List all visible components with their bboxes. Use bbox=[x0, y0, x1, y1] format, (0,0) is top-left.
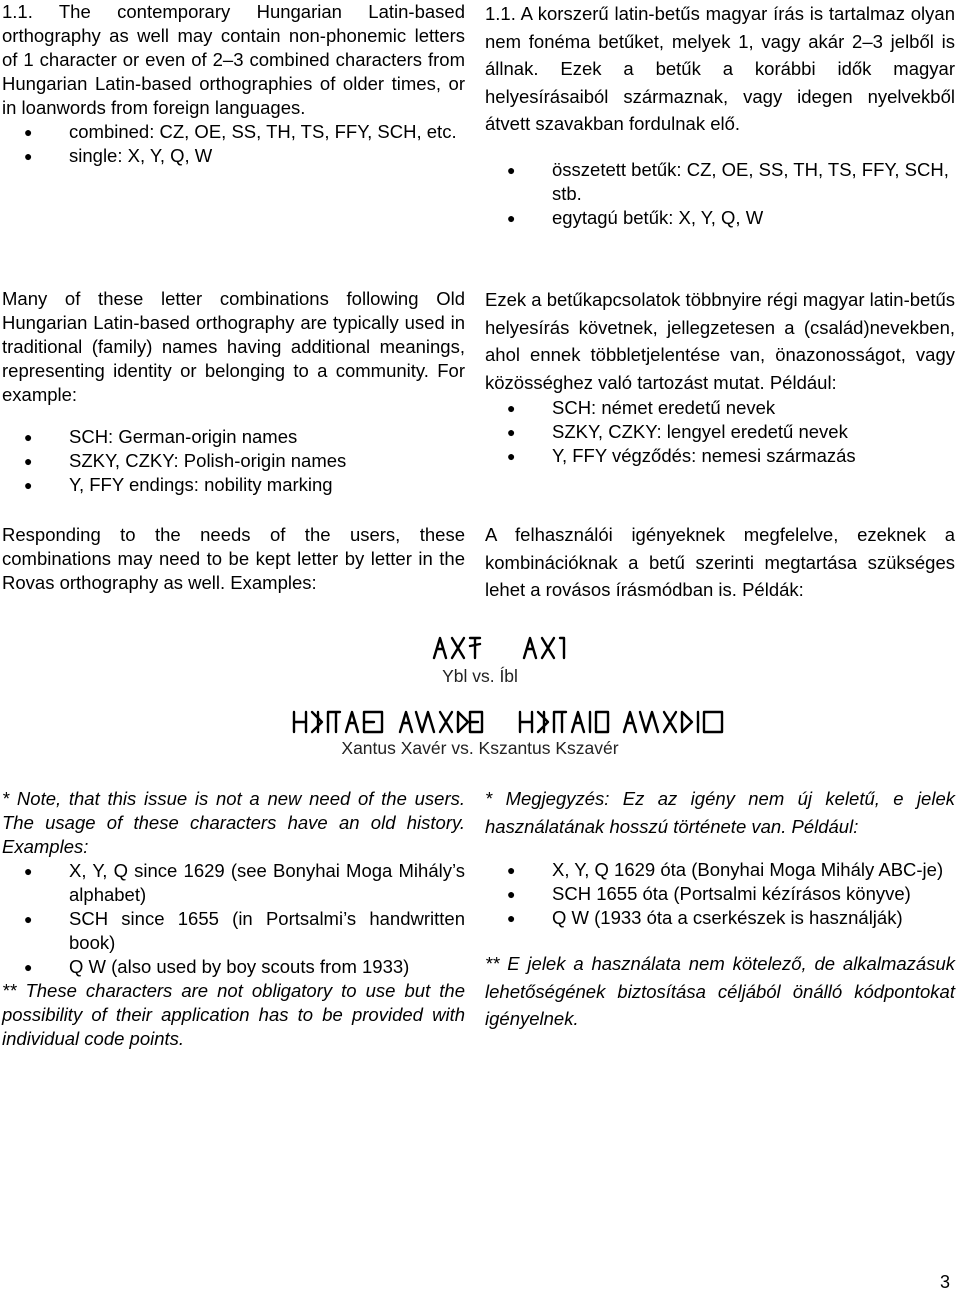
list-item: ● Q W (1933 óta a cserkészek is használják) bbox=[485, 906, 955, 930]
section1-hu-list bbox=[485, 158, 955, 230]
section3-english bbox=[2, 523, 465, 595]
section1-hungarian bbox=[485, 0, 955, 230]
note1-hu-list bbox=[485, 858, 955, 930]
list-item: ● SZKY, CZKY: lengyel eredetű nevek bbox=[485, 420, 955, 444]
rovas-word-xantus-glyph bbox=[292, 708, 384, 734]
section1-en-paragraph: 1.1. The contemporary Hungarian Latin-based orthography as well may contain non-phonemic letters of 1 character or even of 2–3 combined characters from Hungarian Latin-based orthographies of older times, or in loanwords from foreign languages. bbox=[2, 1, 465, 118]
note1-en-list bbox=[2, 859, 465, 979]
list-item: ● SZKY, CZKY: Polish-origin names bbox=[2, 449, 465, 473]
list-item: ● SCH: német eredetű nevek bbox=[485, 396, 955, 420]
note2-hu: ** E jelek a használata nem kötelező, de alkalmazásuk lehetőségének biztosítása céljából önálló kódpontokat igényelnek. bbox=[485, 953, 955, 1029]
list-item: ● SCH: German-origin names bbox=[2, 425, 465, 449]
list-item: ● Q W (also used by boy scouts from 1933) bbox=[2, 955, 465, 979]
section4-hungarian-notes bbox=[485, 785, 955, 1033]
spacer bbox=[485, 138, 955, 158]
section3-hu-paragraph: A felhasználói igényeknek megfelelve, ezeknek a kombinációknak a betű szerinti megtartása szükséges lehet a rovásos írásmódban is. Példák: bbox=[485, 524, 955, 600]
section2-hungarian bbox=[485, 286, 955, 468]
spacer bbox=[485, 840, 955, 858]
rovas-word-kszantus-glyph bbox=[518, 708, 610, 734]
note1-en: * Note, that this issue is not a new need of the users. The usage of these characters have an old history. Examples: bbox=[2, 788, 465, 857]
list-item: ● X, Y, Q 1629 óta (Bonyhai Moga Mihály ABC-je) bbox=[485, 858, 955, 882]
list-item: ● Y, FFY endings: nobility marking bbox=[2, 473, 465, 497]
section2-en-list bbox=[2, 425, 465, 497]
section2-hu-list bbox=[485, 396, 955, 468]
note2-en: ** These characters are not obligatory to use but the possibility of their application has to be provided with individual code points. bbox=[2, 980, 465, 1049]
figure-caption-1: Ybl vs. Íbl bbox=[442, 666, 518, 686]
section1-en-list bbox=[2, 120, 465, 168]
list-item: ● SCH 1655 óta (Portsalmi kézírásos könyve) bbox=[485, 882, 955, 906]
list-item: ● single: X, Y, Q, W bbox=[2, 144, 465, 168]
page-number: 3 bbox=[939, 1272, 950, 1292]
section3-en-paragraph: Responding to the needs of the users, these combinations may need to be kept letter by letter in the Rovas orthography as well. Examples: bbox=[2, 524, 465, 593]
rovas-word-xaver-glyph bbox=[398, 708, 484, 734]
section2-english bbox=[2, 287, 465, 497]
spacer bbox=[2, 407, 465, 425]
spacer bbox=[485, 930, 955, 950]
section2-hu-paragraph: Ezek a betűkapcsolatok többnyire régi magyar latin-betűs helyesírás követnek, jellegzetesen a (család)nevekben, ahol ennek többletjelentése van, önazonosságot, vagy közösséghez való tartozást mutat. Például: bbox=[485, 289, 955, 393]
note1-hu: * Megjegyzés: Ez az igény nem új keletű, e jelek használatának hosszú története van. Például: bbox=[485, 788, 955, 837]
list-item: ● összetett betűk: CZ, OE, SS, TH, TS, FFY, SCH, stb. bbox=[485, 158, 955, 206]
list-item: ● egytagú betűk: X, Y, Q, W bbox=[485, 206, 955, 230]
list-item: ● Y, FFY végződés: nemesi származás bbox=[485, 444, 955, 468]
list-item: ● combined: CZ, OE, SS, TH, TS, FFY, SCH, etc. bbox=[2, 120, 465, 144]
rovas-word-ybl-glyph bbox=[432, 634, 482, 660]
list-item: ● X, Y, Q since 1629 (see Bonyhai Moga Mihály’s alphabet) bbox=[2, 859, 465, 907]
section4-english-notes bbox=[2, 787, 465, 1051]
section1-hu-paragraph: 1.1. A korszerű latin-betűs magyar írás is tartalmaz olyan nem fonéma betűket, melyek 1, vagy akár 2–3 jelből is állnak. Ezek a betűk a korábbi idők magyar helyesírásaiból származnak, vagy idegen nyelvekből átvett szavakban fordulnak elő. bbox=[485, 3, 955, 134]
rovas-word-kszaver-glyph bbox=[622, 708, 724, 734]
figure-caption-2: Xantus Xavér vs. Kszantus Kszavér bbox=[341, 738, 619, 758]
section3-hungarian bbox=[485, 521, 955, 604]
section1-english bbox=[2, 0, 465, 168]
rovas-word-ibl-glyph bbox=[522, 634, 566, 660]
section2-en-paragraph: Many of these letter combinations following Old Hungarian Latin-based orthography are typically used in traditional (family) names having additional meanings, representing identity or belonging to a community. For example: bbox=[2, 288, 465, 405]
list-item: ● SCH since 1655 (in Portsalmi’s handwritten book) bbox=[2, 907, 465, 955]
